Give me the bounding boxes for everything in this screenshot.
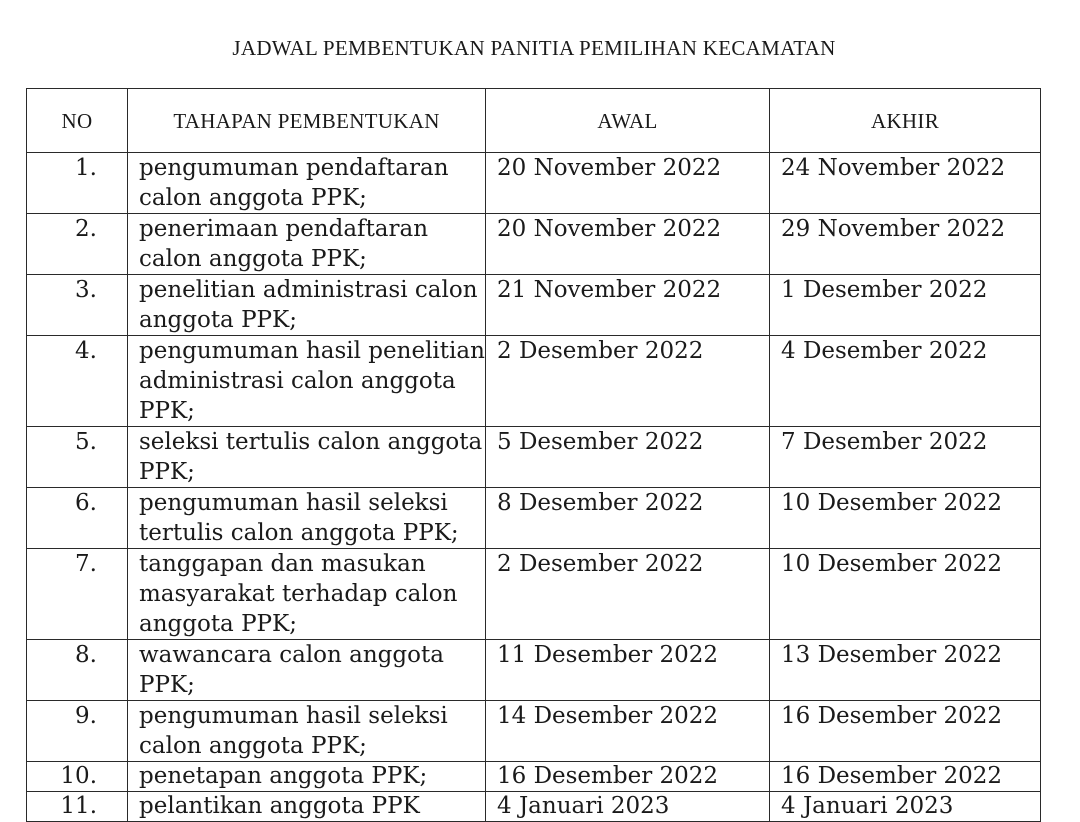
table-row [27,549,1041,640]
document-title: JADWAL PEMBENTUKAN PANITIA PEMILIHAN KECAMATAN [232,36,836,60]
schedule-table [26,88,1041,822]
start-date: 8 Desember 2022 [486,488,770,549]
start-date: 16 Desember 2022 [486,762,770,792]
table-row [27,153,1041,214]
start-date: 20 November 2022 [486,153,770,214]
row-number: 10. [27,762,128,792]
table-row [27,792,1041,822]
table-row [27,336,1041,427]
stage-description: penelitian administrasi calon anggota PPK; [128,275,486,336]
table-row [27,640,1041,701]
end-date: 1 Desember 2022 [770,275,1041,336]
stage-description: pengumuman hasil seleksi tertulis calon anggota PPK; [128,488,486,549]
start-date: 20 November 2022 [486,214,770,275]
start-date: 5 Desember 2022 [486,427,770,488]
table-row [27,275,1041,336]
row-number: 7. [27,549,128,640]
header-no: NO [27,89,128,153]
row-number: 8. [27,640,128,701]
stage-description: tanggapan dan masukan masyarakat terhadap calon anggota PPK; [128,549,486,640]
start-date: 14 Desember 2022 [486,701,770,762]
end-date: 4 Desember 2022 [770,336,1041,427]
stage-description: pengumuman hasil penelitian administrasi calon anggota PPK; [128,336,486,427]
start-date: 2 Desember 2022 [486,549,770,640]
stage-description: seleksi tertulis calon anggota PPK; [128,427,486,488]
start-date: 2 Desember 2022 [486,336,770,427]
end-date: 7 Desember 2022 [770,427,1041,488]
end-date: 10 Desember 2022 [770,549,1041,640]
table-row [27,488,1041,549]
start-date: 4 Januari 2023 [486,792,770,822]
end-date: 24 November 2022 [770,153,1041,214]
header-start: AWAL [486,89,770,153]
stage-description: wawancara calon anggota PPK; [128,640,486,701]
stage-description: pelantikan anggota PPK [128,792,486,822]
end-date: 29 November 2022 [770,214,1041,275]
end-date: 16 Desember 2022 [770,701,1041,762]
row-number: 2. [27,214,128,275]
table-row [27,427,1041,488]
stage-description: penerimaan pendaftaran calon anggota PPK; [128,214,486,275]
stage-description: pengumuman pendaftaran calon anggota PPK; [128,153,486,214]
header-stage: TAHAPAN PEMBENTUKAN [128,89,486,153]
row-number: 9. [27,701,128,762]
start-date: 21 November 2022 [486,275,770,336]
row-number: 3. [27,275,128,336]
end-date: 4 Januari 2023 [770,792,1041,822]
table-row [27,701,1041,762]
start-date: 11 Desember 2022 [486,640,770,701]
table-row [27,762,1041,792]
row-number: 11. [27,792,128,822]
end-date: 13 Desember 2022 [770,640,1041,701]
header-end: AKHIR [770,89,1041,153]
table-header-row [27,89,1041,153]
end-date: 10 Desember 2022 [770,488,1041,549]
row-number: 4. [27,336,128,427]
row-number: 1. [27,153,128,214]
stage-description: penetapan anggota PPK; [128,762,486,792]
row-number: 5. [27,427,128,488]
stage-description: pengumuman hasil seleksi calon anggota PPK; [128,701,486,762]
end-date: 16 Desember 2022 [770,762,1041,792]
table-row [27,214,1041,275]
row-number: 6. [27,488,128,549]
